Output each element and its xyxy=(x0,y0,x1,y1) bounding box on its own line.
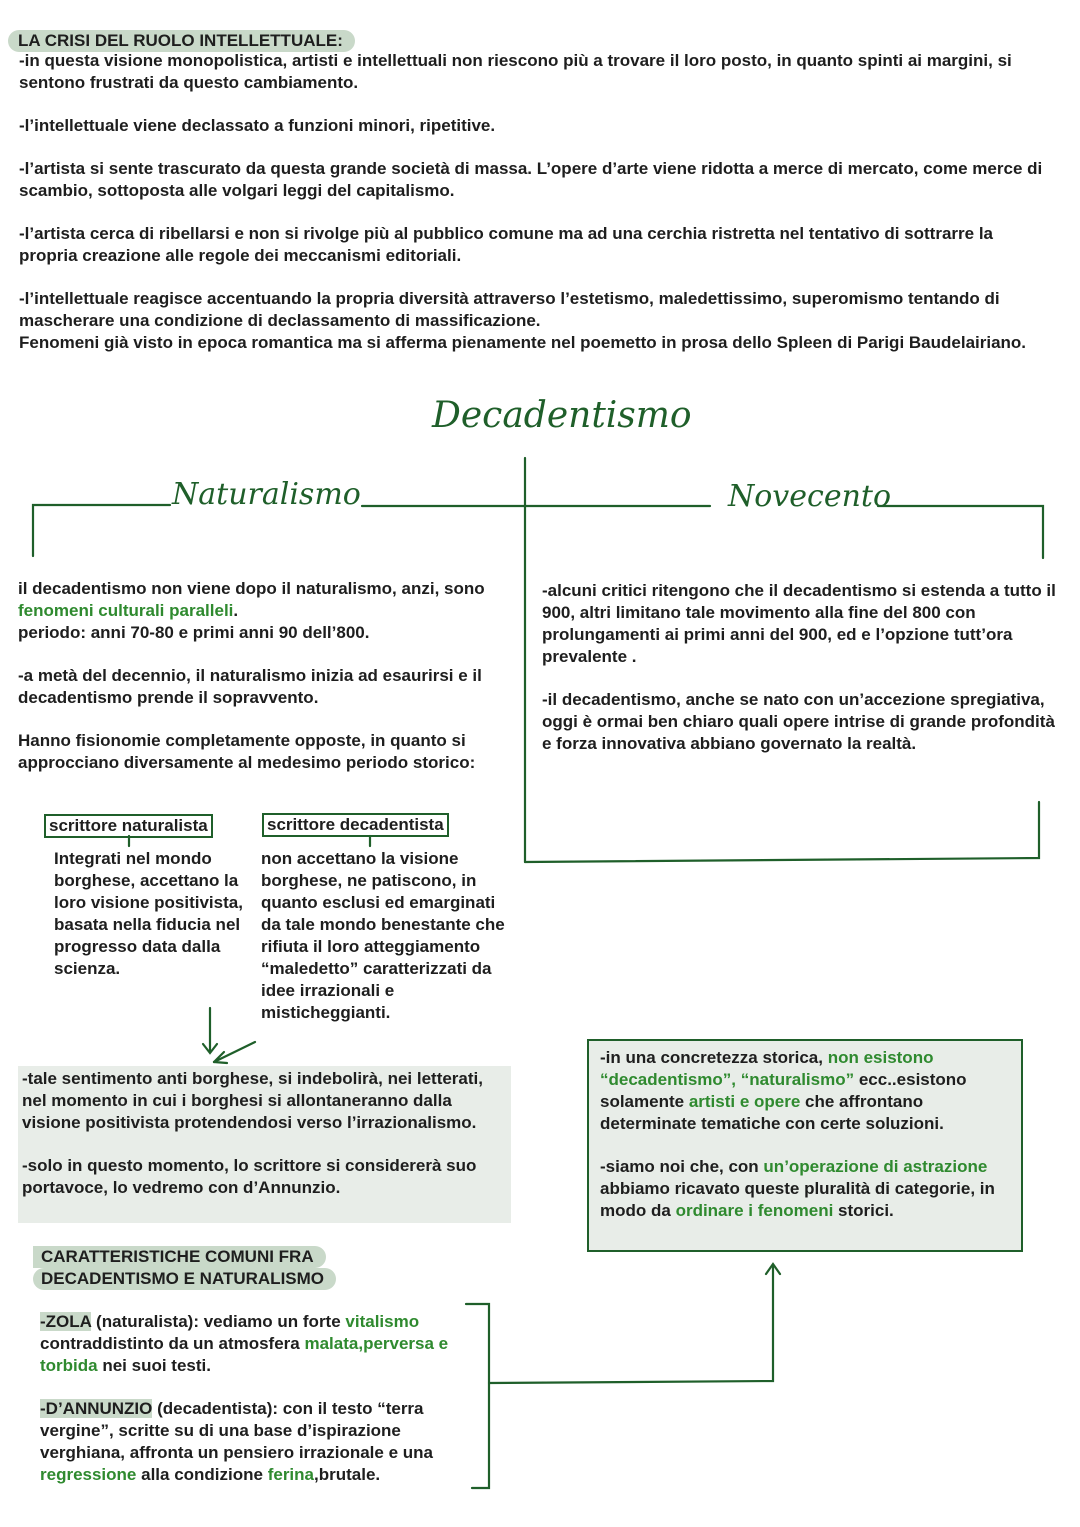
crisi-title: LA CRISI DEL RUOLO INTELLETTUALE: xyxy=(8,30,355,52)
crisi-paragraph-4: -l’artista cerca di ribellarsi e non si rivolge più al pubblico comune ma ad una cerchia ristretta nel tentativo di sottrarre la propria creazione alle regole dei meccanismi editoriali. xyxy=(19,224,994,265)
novecento-paragraph-2: -il decadentismo, anche se nato con un’accezione spregiativa, oggi è ormai ben chiaro quali opere intrise di grande profondità e forza innovativa abbiano governato la realtà. xyxy=(542,690,1055,753)
astrazione-box xyxy=(587,1039,1023,1252)
text-scrittore-decadentista: non accettano la visione borghese, ne patiscono, in quanto esclusi ed emarginati da tale mondo benestante che rifiuta il loro atteggiamento “maledetto” caratterizzati da idee irrazionali e misticheggianti. xyxy=(261,849,505,1022)
crisi-paragraph-3: -l’artista si sente trascurato da questa grande società di massa. L’opere d’arte viene ridotta a merce di mercato, come merce di scambio, sottoposta alle volgari leggi del capitalismo. xyxy=(19,159,1043,200)
note-paragraph-1: -tale sentimento anti borghese, si indebolirà, nei letterati, nel momento in cui i borghesi si allontaneranno dalla visione positivista protendendosi verso l’irrazionalismo. xyxy=(22,1069,483,1132)
naturalismo-section xyxy=(18,578,496,774)
naturalismo-paragraph-1: il decadentismo non viene dopo il naturalismo, anzi, sono fenomeni culturali paralleli. periodo: anni 70-80 e primi anni 90 dell’800. xyxy=(18,579,485,642)
crisi-paragraph-2: -l’intellettuale viene declassato a funzioni minori, ripetitive. xyxy=(19,116,496,135)
naturalismo-paragraph-2: -a metà del decennio, il naturalismo inizia ad esaurirsi e il decadentismo prende il sopravvento. xyxy=(18,666,482,707)
label-scrittore-decadentista: scrittore decadentista xyxy=(262,813,449,837)
box-paragraph-1: -in una concretezza storica, non esistono “decadentismo”, “naturalismo” ecc..esistono solamente artisti e opere che affrontano determinate tematiche con certe soluzioni. xyxy=(600,1048,967,1133)
novecento-paragraph-1: -alcuni critici ritengono che il decadentismo si estenda a tutto il 900, altri limitano tale movimento alla fine del 800 con prolungamenti ai primi anni del 900, ed e l’opzione tutt’ora prevalente . xyxy=(542,581,1056,666)
zola-label: -ZOLA xyxy=(40,1312,92,1331)
box-paragraph-2: -siamo noi che, con un’operazione di astrazione abbiamo ricavato queste pluralità di categorie, in modo da ordinare i fenomeni storici. xyxy=(600,1157,995,1220)
label-scrittore-naturalista: scrittore naturalista xyxy=(44,814,213,838)
note-paragraph-2: -solo in questo momento, lo scrittore si considererà suo portavoce, lo vedremo con d’Annunzio. xyxy=(22,1156,477,1197)
note-panel xyxy=(18,1066,511,1223)
heading-decadentismo: Decadentismo xyxy=(432,395,692,436)
comuni-section xyxy=(40,1311,490,1486)
naturalismo-paragraph-3: Hanno fisionomie completamente opposte, in quanto si approcciano diversamente al medesimo periodo storico: xyxy=(18,731,476,772)
heading-novecento: Novecento xyxy=(728,479,892,514)
novecento-section xyxy=(542,580,1062,755)
comuni-zola: -ZOLA (naturalista): vediamo un forte vitalismo contraddistinto da un atmosfera malata,perversa e torbida nei suoi testi. xyxy=(40,1312,449,1375)
heading-naturalismo: Naturalismo xyxy=(172,477,361,512)
crisi-paragraph-6: Fenomeni già visto in epoca romantica ma si afferma pienamente nel poemetto in prosa dello Spleen di Parigi Baudelairiano. xyxy=(19,333,1027,352)
crisi-section xyxy=(19,50,1049,354)
comuni-dannunzio: -D’ANNUNZIO (decadentista): con il testo “terra vergine”, scritte su di una base d’ispirazione verghiana, affronta un pensiero irrazionale e una regressione alla condizione ferina,brutale. xyxy=(40,1399,433,1484)
crisi-paragraph-5: -l’intellettuale reagisce accentuando la propria diversità attraverso l’estetismo, maledettissimo, superomismo tentando di mascherare una condizione di declassamento di massificazione. xyxy=(19,289,1000,330)
text-scrittore-naturalista: Integrati nel mondo borghese, accettano la loro visione positivista, basata nella fiducia nel progresso data dalla scienza. xyxy=(54,849,243,978)
dannunzio-label: -D’ANNUNZIO xyxy=(40,1399,153,1418)
comuni-title: CARATTERISTICHE COMUNI FRA DECADENTISMO E NATURALISMO xyxy=(33,1246,336,1290)
crisi-paragraph-1: -in questa visione monopolistica, artisti e intellettuali non riescono più a trovare il loro posto, in quanto spinti ai margini, si sentono frustrati da questo cambiamento. xyxy=(19,51,1012,92)
